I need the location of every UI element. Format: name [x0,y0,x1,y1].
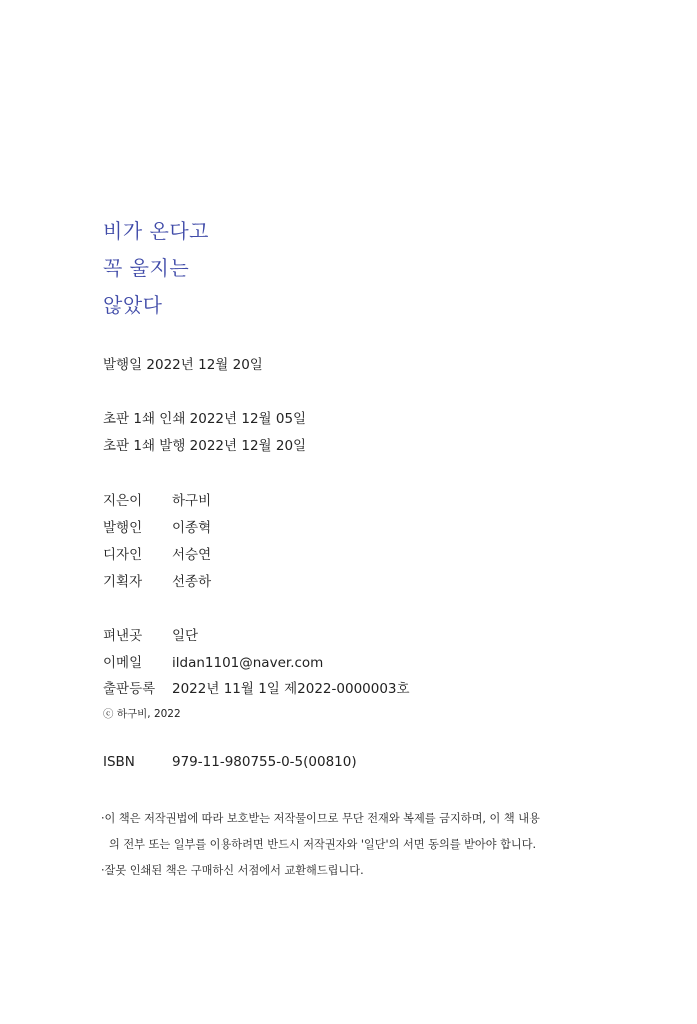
credit-row-planner [103,573,211,591]
isbn-row [103,753,357,771]
title-line-2: 꼭 울지는 [103,256,190,280]
publisher-value: 2022년 11월 1일 제2022-0000003호 [172,681,410,697]
credit-row-author [103,492,211,510]
first-publish-date: 초판 1쇄 발행 2022년 12월 20일 [103,438,307,454]
publisher-row-house [103,627,198,645]
credit-value: 선종하 [172,574,212,590]
copyright-notice: ⓒ 하구비, 2022 [103,708,181,720]
legal-note-line-1: ·이 책은 저작권법에 따라 보호받는 저작물이므로 무단 전재와 복제를 금지하며, 이 책 내용 [101,812,540,825]
first-print-date: 초판 1쇄 인쇄 2022년 12월 05일 [103,411,307,427]
credit-label: 기획자 [103,574,143,590]
credit-label: 지은이 [103,493,143,509]
isbn-label: ISBN [103,754,135,770]
publisher-label: 펴낸곳 [103,628,143,644]
credit-label: 발행인 [103,520,143,536]
credit-row-designer [103,546,211,564]
title-line-3: 않았다 [103,293,163,317]
credit-label: 디자인 [103,547,143,563]
isbn-value: 979-11-980755-0-5(00810) [172,754,357,770]
credit-value: 서승연 [172,547,212,563]
publisher-label: 출판등록 [103,681,156,697]
legal-notes [101,806,540,884]
publish-date: 발행일 2022년 12월 20일 [103,357,263,373]
legal-note-line-3: ·잘못 인쇄된 책은 구매하신 서점에서 교환해드립니다. [101,864,364,877]
credit-row-publisher-person [103,519,211,537]
book-title [103,213,209,324]
email-address: ildan1101@naver.com [172,655,324,671]
credit-value: 이종혁 [172,520,212,536]
publisher-row-registration [103,680,410,698]
publisher-value: 일단 [172,628,199,644]
title-line-1: 비가 온다고 [103,219,209,243]
legal-note-line-2: 의 전부 또는 일부를 이용하려면 반드시 저작권자와 '일단'의 서면 동의를 받아야 합니다. [109,838,537,851]
credit-value: 하구비 [172,493,212,509]
publisher-label: 이메일 [103,655,143,671]
publisher-row-email [103,654,323,672]
